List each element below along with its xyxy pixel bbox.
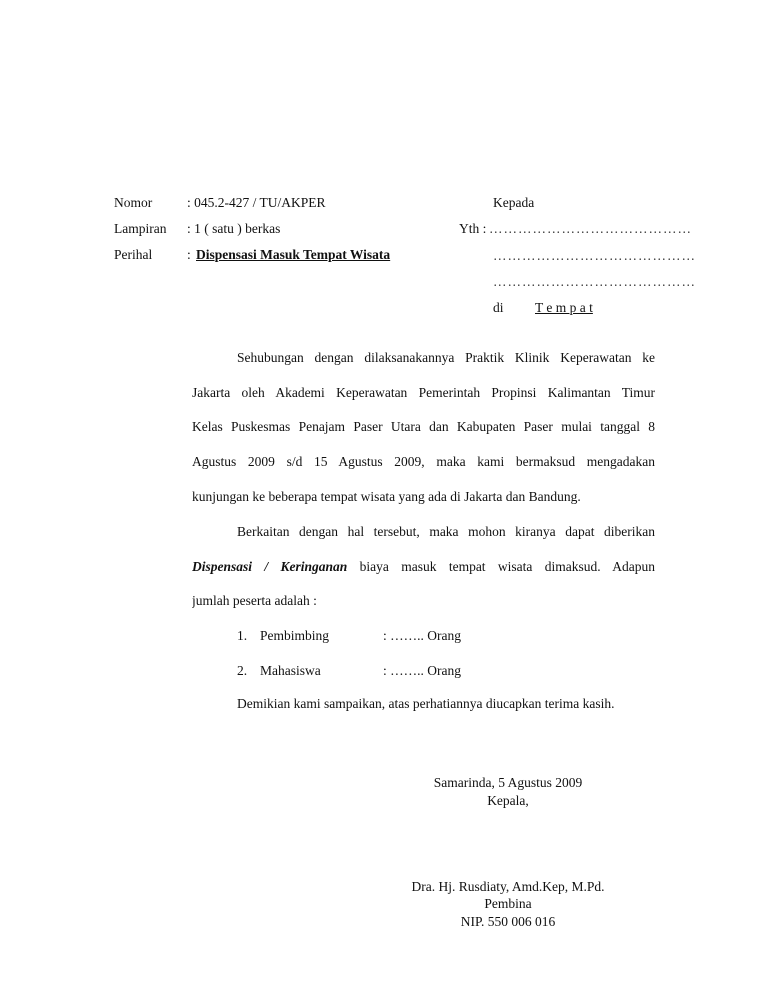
nomor-label: Nomor	[114, 195, 153, 210]
signatory-nip: NIP. 550 006 016	[460, 914, 556, 929]
paragraph-line: jumlah peserta adalah :	[192, 593, 317, 609]
perihal-colon: :	[187, 247, 191, 262]
paragraph-line	[192, 550, 655, 585]
recipient-dots-1: ……………………………………	[489, 221, 692, 236]
closing-sentence: Demikian kami sampaikan, atas perhatiannya diucapkan terima kasih.	[237, 696, 615, 711]
yth-label: Yth :	[459, 221, 487, 236]
list-item	[237, 661, 461, 681]
paragraph-line: Kelas Puskesmas Penajam Paser Utara dan Kabupaten Paser mulai tanggal 8	[192, 419, 655, 435]
paragraph-line: kunjungan ke beberapa tempat wisata yang ada di Jakarta dan Bandung.	[192, 488, 581, 504]
signature-title: Kepala,	[487, 793, 529, 808]
di-label: di	[493, 300, 504, 315]
list-label: Pembimbing	[260, 628, 330, 643]
paragraph-line: Agustus 2009 s/d 15 Agustus 2009, maka kami bermaksud mengadakan	[192, 454, 655, 470]
paragraph-line: Sehubungan dengan dilaksanakannya Praktik Klinik Keperawatan ke	[237, 350, 655, 365]
paragraph-2	[192, 515, 655, 619]
perihal-label: Perihal	[114, 247, 153, 262]
kepada-label: Kepada	[493, 195, 535, 210]
dispensasi-emphasis: Dispensasi / Keringanan	[192, 558, 348, 574]
lampiran-value: : 1 ( satu ) berkas	[187, 221, 281, 236]
paragraph-line: Jakarta oleh Akademi Keperawatan Pemerintah Propinsi Kalimantan Timur	[192, 384, 655, 400]
nomor-value: : 045.2-427 / TU/AKPER	[187, 195, 326, 210]
list-number: 2.	[237, 663, 248, 678]
lampiran-label: Lampiran	[114, 221, 167, 236]
list-item	[237, 626, 461, 646]
list-number: 1.	[237, 628, 248, 643]
recipient-dots-3: ……………………………………	[493, 274, 696, 289]
paragraph-line: Berkaitan dengan hal tersebut, maka mohon kiranya dapat diberikan	[237, 524, 655, 539]
list-value: : …….. Orang	[383, 628, 461, 643]
signatory-name: Dra. Hj. Rusdiaty, Amd.Kep, M.Pd.	[411, 879, 605, 894]
recipient-dots-2: ……………………………………	[493, 248, 696, 263]
paragraph-1	[192, 341, 655, 514]
place-date: Samarinda, 5 Agustus 2009	[433, 775, 583, 790]
signatory-rank: Pembina	[484, 896, 532, 911]
list-value: : …….. Orang	[383, 663, 461, 678]
paragraph-line-rest: biaya masuk tempat wisata dimaksud. Adapun	[347, 558, 655, 574]
perihal-value: Dispensasi Masuk Tempat Wisata	[196, 247, 391, 262]
tempat-label: T e m p a t	[535, 300, 593, 315]
list-label: Mahasiswa	[260, 663, 321, 678]
